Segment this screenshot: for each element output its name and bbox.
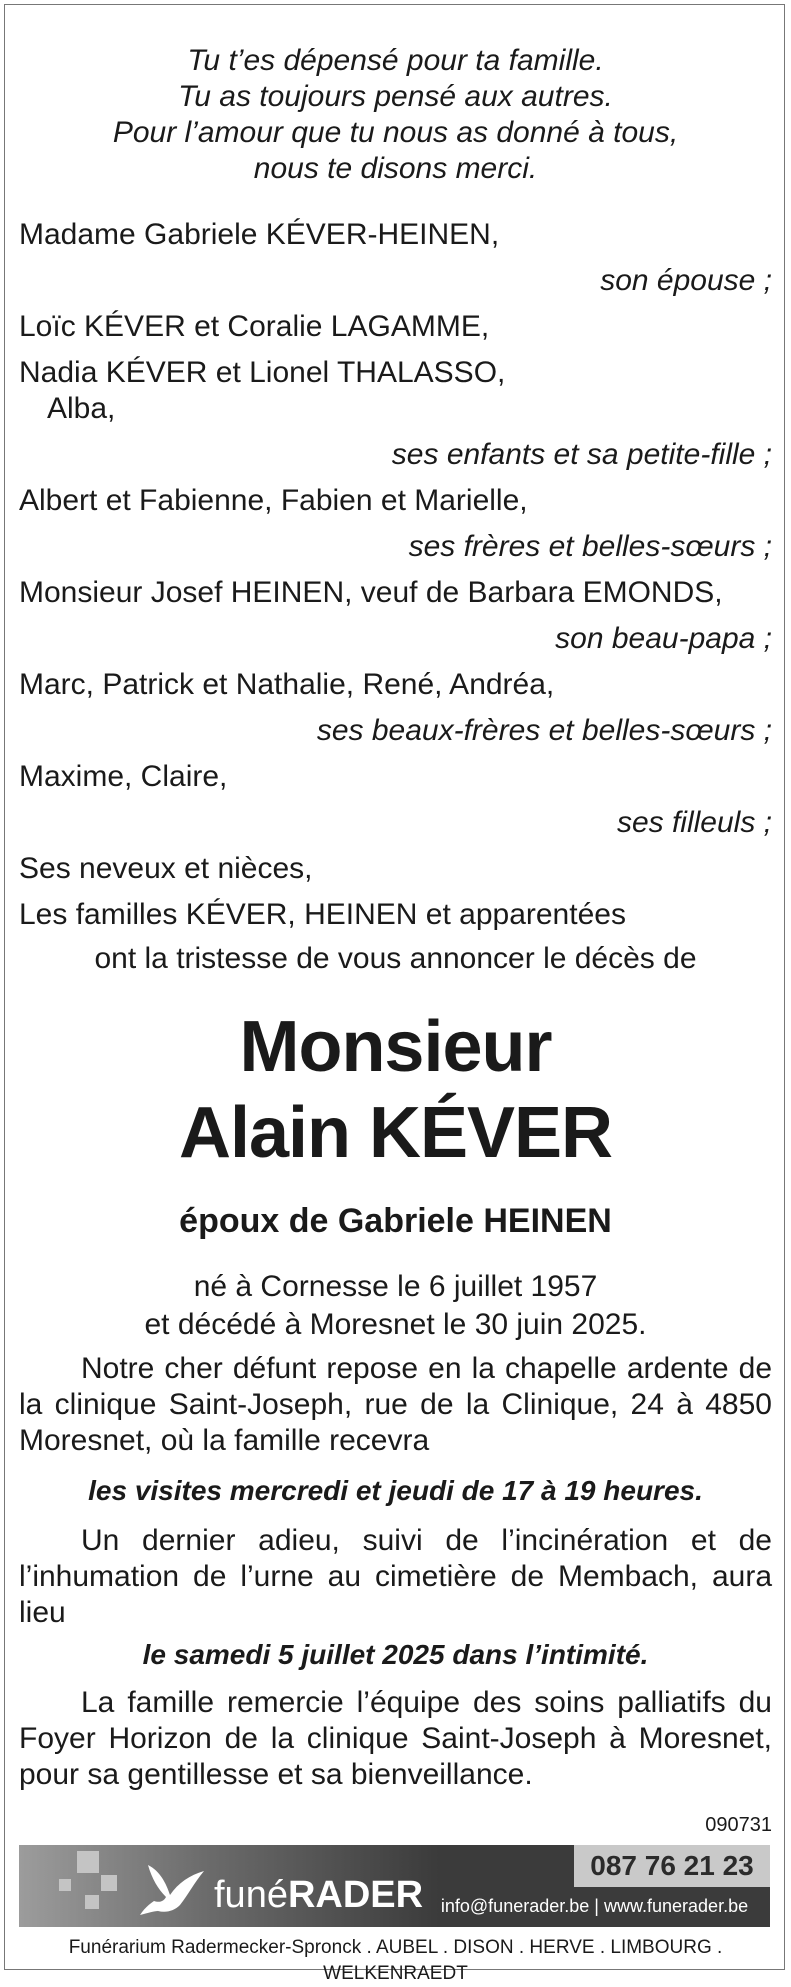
locations-line: Funérarium Radermecker-Spronck . AUBEL . DISON . HERVE . LIMBOURG . WELKENRAEDT [68,1937,723,1984]
children-line: Loïc KÉVER et Coralie LAGAMME, [19,310,490,343]
contact-line [419,1893,770,1919]
brand-bold: RADER [287,1874,424,1916]
deceased-name: Alain KÉVER [178,1093,613,1173]
birth-line: né à Cornesse le 6 juillet 1957 [193,1270,598,1303]
obituary-frame [4,4,785,1984]
farewell-date-line: le samedi 5 juillet 2025 dans l’intimité. [142,1639,649,1670]
decorative-square [85,1895,99,1909]
spouse-role: son épouse ; [600,264,772,297]
funerader-logo [214,1873,423,1917]
poem-line: nous te disons merci. [253,152,538,185]
decorative-square [59,1879,71,1891]
children-line: Nadia KÉVER et Lionel THALASSO, [19,356,506,389]
funeral-home-banner [19,1845,770,1927]
farewell-paragraph [19,1523,772,1631]
godchildren-line: Maxime, Claire, [19,760,228,793]
reference-number: 090731 [705,1814,772,1836]
website-link[interactable]: www.funerader.be [604,1896,749,1916]
announcement-line: ont la tristesse de vous annoncer le décès de [94,942,697,975]
poem-line: Pour l’amour que tu nous as donné à tous, [112,116,679,149]
nephews-line: Ses neveux et nièces, [19,852,313,885]
spouse-of-line: époux de Gabriele HEINEN [179,1202,612,1240]
farewell-text: Un dernier adieu, suivi de l’incinération et de l’inhumation de l’urne au cimetière de Membach, aura lieu [19,1524,772,1629]
visits-line: les visites mercredi et jeudi de 17 à 19 heures. [88,1475,703,1506]
thanks-text: La famille remercie l’équipe des soins palliatifs du Foyer Horizon de la clinique Saint-Joseph à Moresnet, pour sa gentillesse et sa bienveillance. [19,1686,772,1791]
rest-text: Notre cher défunt repose en la chapelle ardente de la clinique Saint-Joseph, rue de la Clinique, 24 à 4850 Moresnet, où la famille recevra [19,1352,772,1457]
in-laws-role: ses beaux-frères et belles-sœurs ; [316,714,772,747]
siblings-role: ses frères et belles-sœurs ; [408,530,772,563]
brand-light: funé [214,1874,288,1916]
spouse-name: Madame Gabriele KÉVER-HEINEN, [19,218,500,251]
siblings-line: Albert et Fabienne, Fabien et Marielle, [19,484,528,517]
godchildren-role: ses filleuls ; [616,806,772,839]
poem-line: Tu as toujours pensé aux autres. [178,80,613,113]
contact-separator: | [594,1896,599,1916]
rest-paragraph [19,1351,772,1459]
poem-line: Tu t’es dépensé pour ta famille. [187,44,604,77]
father-in-law-role: son beau-papa ; [555,622,772,655]
decorative-square [101,1875,117,1891]
grandchild-name: Alba, [47,392,116,425]
thanks-paragraph [19,1685,772,1793]
in-laws-line: Marc, Patrick et Nathalie, René, Andréa, [19,668,555,701]
phone-number: 087 76 21 23 [574,1845,770,1887]
dove-icon [134,1849,214,1923]
children-role: ses enfants et sa petite-fille ; [391,438,772,471]
father-in-law-line: Monsieur Josef HEINEN, veuf de Barbara EMONDS, [19,576,723,609]
deceased-title: Monsieur [239,1007,552,1087]
decorative-square [77,1851,99,1873]
death-line: et décédé à Moresnet le 30 juin 2025. [144,1308,647,1341]
families-line: Les familles KÉVER, HEINEN et apparentées [19,898,626,931]
email-link[interactable]: info@funerader.be [440,1896,590,1916]
